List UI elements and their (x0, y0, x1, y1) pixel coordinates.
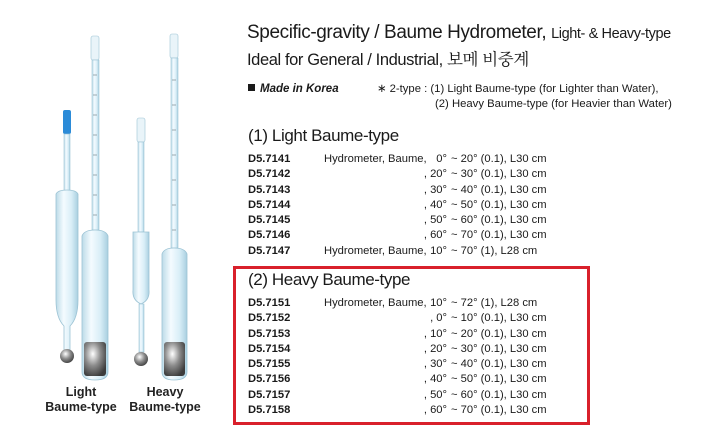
range-end: ~ 60° (0.1), L30 cm (451, 388, 547, 401)
hydrometer-4-image (162, 34, 187, 380)
product-code: D5.7146 (248, 229, 291, 242)
range-start: , 30° (423, 183, 447, 196)
product-code: D5.7151 (248, 297, 291, 309)
product-code: D5.7141 (248, 153, 291, 165)
range-end: ~ 20° (0.1), L30 cm (451, 153, 547, 165)
range-end: ~ 10° (0.1), L30 cm (451, 312, 547, 325)
product-code: D5.7147 (248, 244, 291, 257)
range-start: , 40° (423, 198, 447, 211)
range-end: ~ 40° (0.1), L30 cm (451, 183, 547, 196)
range-start: , 60° (423, 229, 447, 242)
range-end: ~ 70° (0.1), L30 cm (451, 229, 547, 242)
range-start: , 40° (423, 373, 447, 386)
caption-heavy: Heavy Baume-type (129, 385, 201, 414)
section-heading-light: (1) Light Baume-type (248, 126, 399, 145)
range-end: ~ 72° (1), L28 cm (451, 297, 538, 309)
range-start: , 20° (423, 168, 447, 181)
product-code: D5.7142 (248, 168, 291, 181)
range-end: ~ 60° (0.1), L30 cm (451, 214, 547, 227)
range-start: , 50° (423, 214, 447, 227)
product-code: D5.7155 (248, 358, 291, 371)
range-end: ~ 30° (0.1), L30 cm (451, 168, 547, 181)
hydrometer-3-image (133, 118, 149, 366)
hydrometer-1-image (56, 110, 78, 363)
range-start: , 50° (423, 388, 447, 401)
range-end: ~ 20° (0.1), L30 cm (451, 327, 547, 340)
section-heading-heavy: (2) Heavy Baume-type (248, 270, 411, 289)
range-end: ~ 40° (0.1), L30 cm (451, 358, 547, 371)
title-sub: Light- & Heavy-type (551, 26, 671, 42)
product-code: D5.7152 (248, 312, 291, 325)
range-end: ~ 50° (0.1), L30 cm (451, 373, 547, 386)
range-start: , 10° (423, 327, 447, 340)
page-subtitle: Ideal for General / Industrial, 보메 비중계 (247, 51, 529, 69)
range-start: 0° (436, 153, 447, 165)
product-name: Hydrometer, Baume, (324, 297, 427, 309)
range-end: ~ 70° (1), L28 cm (451, 244, 538, 257)
page-title (247, 22, 671, 44)
origin-label (248, 83, 339, 95)
range-start: , 60° (423, 404, 447, 417)
type-note-line-1: ∗ 2-type : (1) Light Baume-type (for Lighter than Water), (377, 83, 659, 95)
product-name: Hydrometer, Baume, (324, 244, 427, 257)
product-code: D5.7153 (248, 327, 291, 340)
range-start: , 0° (430, 312, 447, 325)
product-code: D5.7157 (248, 388, 291, 401)
product-code: D5.7143 (248, 183, 291, 196)
range-start: 10° (430, 297, 447, 309)
product-code: D5.7154 (248, 342, 291, 355)
type-note-line-2: (2) Heavy Baume-type (for Heavier than Water) (435, 98, 672, 110)
range-start: , 30° (423, 358, 447, 371)
type-note (377, 82, 672, 112)
product-code: D5.7145 (248, 214, 291, 227)
title-main: Specific-gravity / Baume Hydrometer, (247, 22, 547, 43)
range-end: ~ 50° (0.1), L30 cm (451, 198, 547, 211)
hydrometer-2-image (82, 36, 108, 380)
product-code: D5.7156 (248, 373, 291, 386)
range-end: ~ 30° (0.1), L30 cm (451, 342, 547, 355)
origin-text: Made in Korea (260, 83, 339, 95)
product-code: D5.7158 (248, 404, 291, 417)
product-code: D5.7144 (248, 198, 291, 211)
product-name: Hydrometer, Baume, (324, 153, 427, 165)
range-end: ~ 70° (0.1), L30 cm (451, 404, 547, 417)
range-start: 10° (430, 244, 447, 257)
range-start: , 20° (423, 342, 447, 355)
hydrometer-photo (0, 0, 240, 446)
caption-light: Light Baume-type (45, 385, 117, 414)
square-bullet-icon (248, 84, 255, 91)
